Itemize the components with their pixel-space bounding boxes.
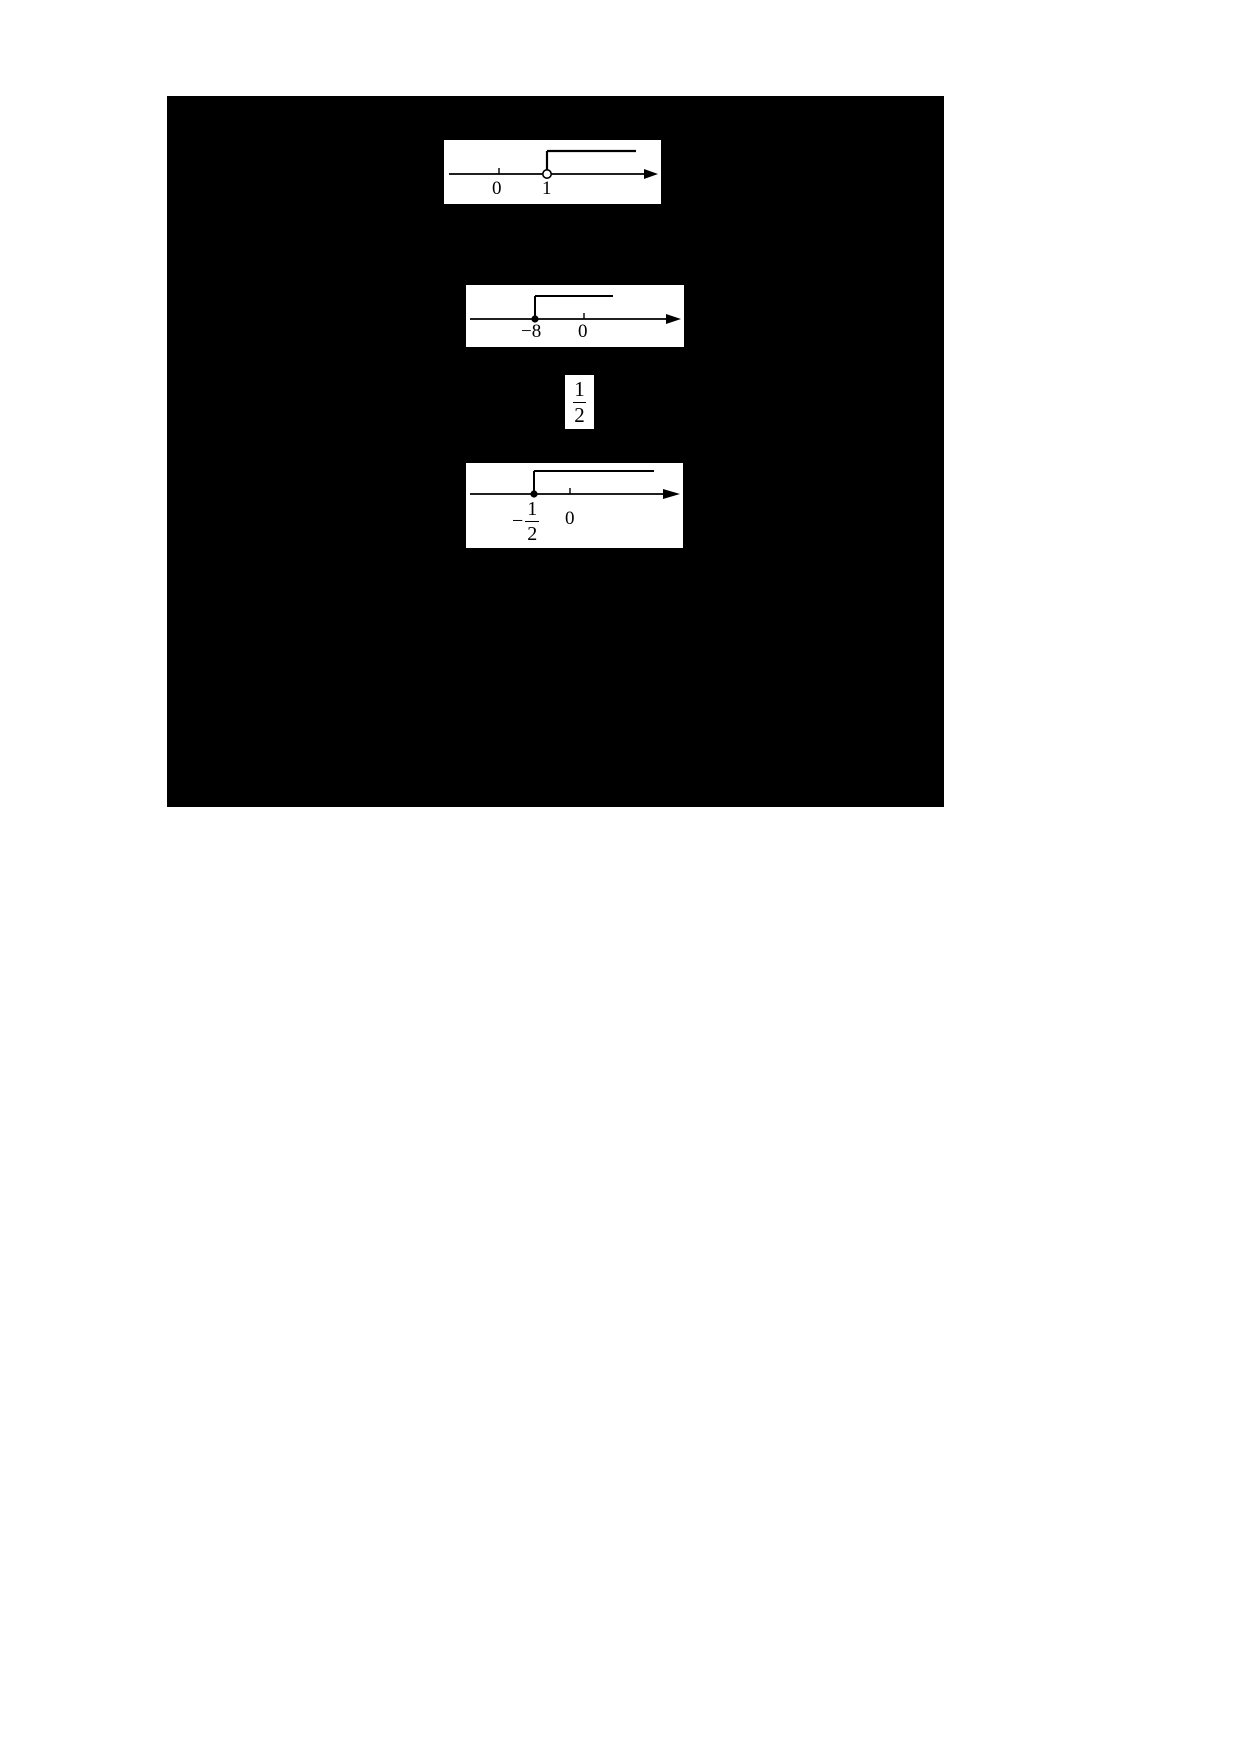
fraction-bar	[525, 521, 539, 522]
fraction-stack	[572, 378, 587, 425]
number-line-graphic	[466, 285, 684, 347]
tick-label-0: 0	[492, 178, 502, 199]
number-line-closed-at-negative-8	[466, 285, 684, 347]
fraction-stack	[525, 499, 539, 544]
fraction-numerator: 1	[574, 377, 585, 402]
tick-label-1: 1	[542, 178, 552, 199]
number-line-graphic	[444, 140, 661, 204]
tick-label-0: 0	[578, 321, 588, 342]
tick-label-negative-one-half	[512, 499, 539, 544]
fraction-denominator: 2	[574, 402, 585, 427]
tick-label-negative-8: −8	[521, 321, 542, 342]
minus-sign: −	[512, 510, 524, 533]
number-line-closed-at-negative-one-half	[466, 463, 683, 548]
fraction-numerator: 1	[527, 498, 538, 520]
number-line-graphic	[466, 463, 683, 548]
number-line-open-at-1	[444, 140, 661, 204]
tick-label-0: 0	[565, 508, 575, 529]
fraction-one-half	[565, 375, 594, 429]
fraction-denominator: 2	[527, 523, 538, 546]
